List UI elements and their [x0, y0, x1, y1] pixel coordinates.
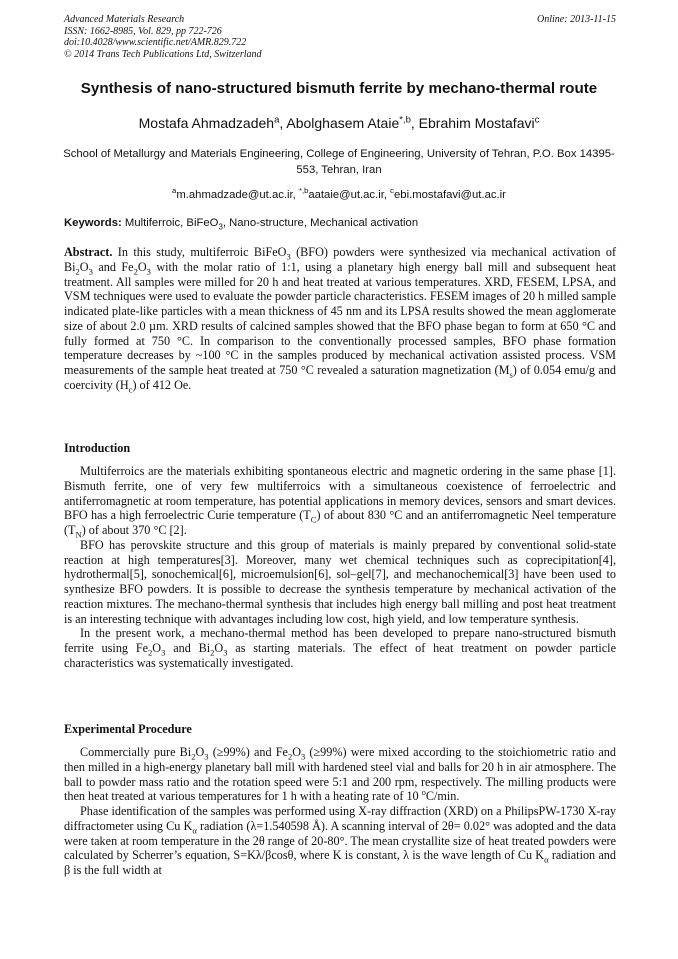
abstract-paragraph — [64, 245, 616, 393]
text-run: radiation (λ=1.540598 Å). A scanning interval of 2θ= 0.02° was adopted and the data were taken at room temperature in the 2θ range of 20-80°. The mean crystallite size of heat treated powders were calculated by Scherrer’s equation, S=Kλ/βcosθ, where K is constant, λ is the wave length of Cu K — [64, 818, 616, 863]
text-run: as starting materials. The effect of heat treatment on powder particle characteristics was systematically investigated. — [64, 641, 616, 670]
journal-name: Advanced Materials Research — [64, 14, 185, 25]
email-list — [40, 188, 638, 203]
issn-line: ISSN: 1662-8985, Vol. 829, pp 722-726 — [64, 25, 222, 37]
keywords-text: Multiferroic, BiFeO — [124, 217, 219, 229]
keywords-label: Keywords: — [64, 217, 122, 229]
subscript: N — [75, 529, 82, 540]
intro-paragraph: BFO has perovskite structure and this group of materials is mainly prepared by conventional solid-state reaction at high temperatures[3]. Moreover, many wet chemical techniques such as coprecipitation[4], hydrothermal[5], sonochemical[6], microemulsion[6], sol–gel[7], and mechanochemical[3] have been used to synthesize BFO powders. It is possible to decrease the synthesis temperature by mechanical activation of the reaction mixtures. The mechano-thermal synthesis that includes high energy ball milling and post heat treatment is an interesting technique with advantages including low cost, high yield, and low temperature synthesis. — [64, 537, 616, 626]
author-name: Mostafa Ahmadzadeh — [138, 115, 275, 131]
author-superscript: c — [534, 114, 540, 126]
text-run: O — [152, 641, 162, 655]
text-run: O — [292, 745, 302, 759]
doi-line[interactable]: doi:10.4028/www.scientific.net/AMR.829.722 — [64, 37, 247, 48]
intro-paragraph — [64, 464, 616, 538]
subscript: s — [509, 369, 513, 380]
text-run: O — [195, 745, 205, 759]
subscript: C — [310, 514, 317, 525]
text-run: O — [79, 259, 89, 274]
text-run: In the present work, a mechano-thermal method has been developed to prepare nano-structured bismuth ferrite using Fe — [64, 626, 616, 655]
abstract — [64, 245, 616, 393]
text-run: C/min. — [425, 789, 460, 804]
text-run: and Fe — [92, 259, 134, 274]
abstract-label: Abstract. — [64, 245, 113, 259]
text-run: O — [137, 259, 147, 274]
text-run: Multiferroics are the materials exhibiting spontaneous electric and magnetic ordering in the same phase [1]. Bismuth ferrite, one of very few multiferroics with a simultaneous coexistence of ferroelectric and antiferromagnetic at room temperature, has potential applications in memory devices, sensors and smart devices. BFO has a high ferroelectric Curie temperature (T — [64, 464, 616, 523]
subscript: 3 — [161, 647, 166, 658]
text-run: ) of about 830 °C and an antiferromagnetic Neel temperature (T — [64, 508, 616, 537]
email-link[interactable]: aataie@ut.ac.ir, — [308, 189, 388, 201]
text-run: In this study, multiferroic BiFeO — [112, 245, 287, 259]
superscript: o — [421, 788, 426, 798]
subscript: 3 — [88, 266, 93, 277]
email-superscript: c — [390, 186, 394, 196]
subscript: 3 — [301, 751, 306, 762]
author-name: Abolghasem Ataie — [286, 115, 400, 131]
keywords-subscript: 3 — [218, 222, 223, 232]
text-run: (≥99%) and Fe — [208, 745, 288, 759]
text-run: radiation and β is the full width at — [64, 848, 616, 877]
author-superscript: *,b — [399, 114, 411, 126]
section-heading-introduction: Introduction — [64, 441, 131, 455]
email-superscript: a — [172, 186, 177, 196]
section-heading-experimental: Experimental Procedure — [64, 722, 192, 736]
email-superscript: *,b — [298, 186, 309, 196]
keywords-line — [64, 216, 616, 231]
author-name: Ebrahim Mostafavi — [418, 115, 535, 131]
text-run: O — [214, 641, 224, 655]
experimental-paragraph — [64, 804, 616, 878]
journal-header — [64, 14, 616, 60]
online-date: Online: 2013-11-15 — [537, 14, 616, 25]
subscript: α — [192, 825, 197, 836]
subscript: c — [128, 384, 133, 395]
email-link[interactable]: ebi.mostafavi@ut.ac.ir — [394, 189, 506, 201]
paper-title: Synthesis of nano-structured bismuth ferrite by mechano-thermal route — [80, 80, 598, 97]
subscript: 3 — [286, 251, 291, 262]
subscript: 2 — [148, 647, 153, 658]
keywords-text: , Nano-structure, Mechanical activation — [222, 217, 419, 229]
author-superscript: a — [274, 114, 280, 126]
introduction-body — [64, 464, 616, 671]
text-run: Phase identification of the samples was performed using X-ray diffraction (XRD) on a PhilipsPW-1730 X-ray diffractometer using Cu K — [64, 804, 616, 833]
author-list: Mostafa Ahmadzadeh$^a$, Abolghasem Ataie$^{*,b}$, Ebrahim Mostafavi$^c$ — [138, 114, 540, 131]
experimental-body — [64, 745, 616, 878]
experimental-paragraph — [64, 745, 616, 804]
subscript: 2 — [210, 647, 215, 658]
copyright-line: © 2014 Trans Tech Publications Ltd, Switzerland — [64, 48, 262, 60]
subscript: 2 — [191, 751, 196, 762]
subscript: 2 — [287, 751, 293, 762]
text-run: ) of 412 Oe. — [132, 377, 192, 392]
subscript: 3 — [223, 647, 228, 658]
email-link[interactable]: m.ahmadzade@ut.ac.ir, — [176, 189, 296, 201]
subscript: 2 — [75, 266, 80, 277]
text-run: Commercially pure Bi — [80, 745, 192, 759]
text-run: and Bi — [165, 641, 211, 655]
subscript: 3 — [146, 266, 151, 277]
subscript: α — [544, 854, 549, 865]
text-run: (≥99%) were mixed according to the stoichiometric ratio and then milled in a high-energy planetary ball mill with hardened steel vial and balls for 20 h in air atmosphere. The ball to powder mass ratio and the rotation speed were 5:1 and 200 rpm, respectively. The milling products were then heat treated at various temperatures for 1 h with a heating rate of 10 — [64, 745, 616, 804]
subscript: 2 — [133, 266, 138, 277]
subscript: 3 — [204, 751, 209, 762]
intro-paragraph — [64, 626, 616, 670]
text-run: with the molar ratio of 1:1, using a planetary high energy ball mill and subsequent heat treatment. All samples were milled for 20 h and heat treated at various temperatures. XRD, FESEM, LPSA, and VSM techniques were used to evaluate the powder particle characteristics. FESEM images of 20 h milled sample indicated plate-like particles with a mean thickness of 45 nm and its LPSA results showed the mean agglomerate size of about 2.0 µm. XRD results of calcined samples showed that the BFO phase began to form at 650 °C and fully formed at 750 °C. In comparison to the conventionally processed samples, BFO phase formation temperature decreases by ~100 °C in the samples produced by mechanical activation assisted process. VSM measurements of the sample heat treated at 750 °C revealed a saturation magnetization (M — [64, 259, 617, 377]
text-run: ) of about 370 °C [2]. — [81, 523, 187, 537]
text-run: ) of 0.054 emu/g and coercivity (H — [64, 363, 616, 392]
text-run: (BFO) powders were synthesized via mechanical activation of Bi — [64, 245, 616, 274]
affiliation: School of Metallurgy and Materials Engineering, College of Engineering, University of Tehran, P.O. Box 14395-553, Tehran, Iran — [63, 148, 615, 176]
